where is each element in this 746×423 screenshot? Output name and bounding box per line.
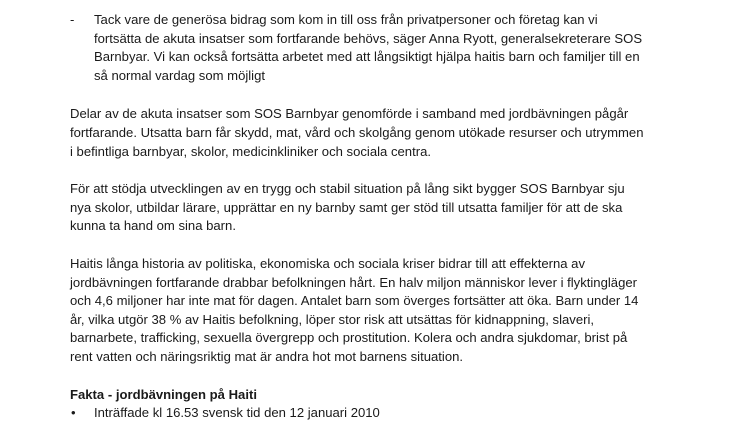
quote-line: fortsätta de akuta insatser som fortfarande behövs, säger Anna Ryott, generalsekreterare SOS [94, 30, 643, 46]
paragraph-line: barnarbete, trafficking, sexuella övergrepp och prostitution. Kolera och andra sjukdomar, brist på [70, 330, 628, 346]
paragraph-line: år, vilka utgör 38 % av Haitis befolkning, löper stor risk att utsättas för kidnappning, slaveri, [70, 311, 595, 327]
quote-line: så normal vardag som möjligt [94, 67, 266, 83]
quote-line: Barnbyar. Vi kan också fortsätta arbetet med att långsiktigt hjälpa haitis barn och familjer till en [94, 49, 640, 65]
paragraph-line: Delar av de akuta insatser som SOS Barnbyar genomförde i samband med jordbävningen pågår [70, 106, 629, 122]
document-page [70, 11, 710, 423]
paragraph-line: nya skolor, utbildar lärare, upprättar en ny barnby samt ger stöd till utsatta familjer för att de ska [70, 199, 623, 215]
fact-text: Inträffade kl 16.53 svensk tid den 12 januari 2010 [94, 405, 380, 421]
paragraph-crises [70, 255, 710, 367]
paragraph-line: och 4,6 miljoner har inte mat för dagen. Antalet barn som överges fortsätter att öka. Barn under 14 [70, 293, 639, 309]
paragraph-ongoing-efforts [70, 105, 710, 161]
paragraph-line: För att stödja utvecklingen av en trygg och stabil situation på lång sikt bygger SOS Barnbyar sju [70, 181, 625, 197]
paragraph-line: Haitis långa historia av politiska, ekonomiska och sociala kriser bidrar till att effekterna av [70, 255, 586, 271]
paragraph-line: jordbävningen fortfarande drabbar befolkningen hårt. En halv miljon människor lever i flyktingläger [70, 274, 637, 290]
fact-list-item [70, 404, 710, 423]
facts-heading: Fakta - jordbävningen på Haiti [70, 386, 257, 402]
quote-bullet [70, 11, 710, 85]
quote-line: Tack vare de generösa bidrag som kom in till oss från privatpersoner och företag kan vi [94, 12, 598, 27]
dash-marker: - [70, 12, 75, 27]
paragraph-line: kunna ta hand om sina barn. [70, 218, 236, 234]
paragraph-line: fortfarande. Utsatta barn får skydd, mat, vård och skolgång genom utökade resurser och utrymmen [70, 124, 644, 140]
bullet-dot: • [71, 405, 76, 421]
paragraph-line: rent vatten och näringsriktig mat är andra hot mot barnens situation. [70, 348, 464, 364]
paragraph-long-term [70, 180, 710, 236]
paragraph-line: i befintliga barnbyar, skolor, medicinkliniker och sociala centra. [70, 143, 431, 159]
